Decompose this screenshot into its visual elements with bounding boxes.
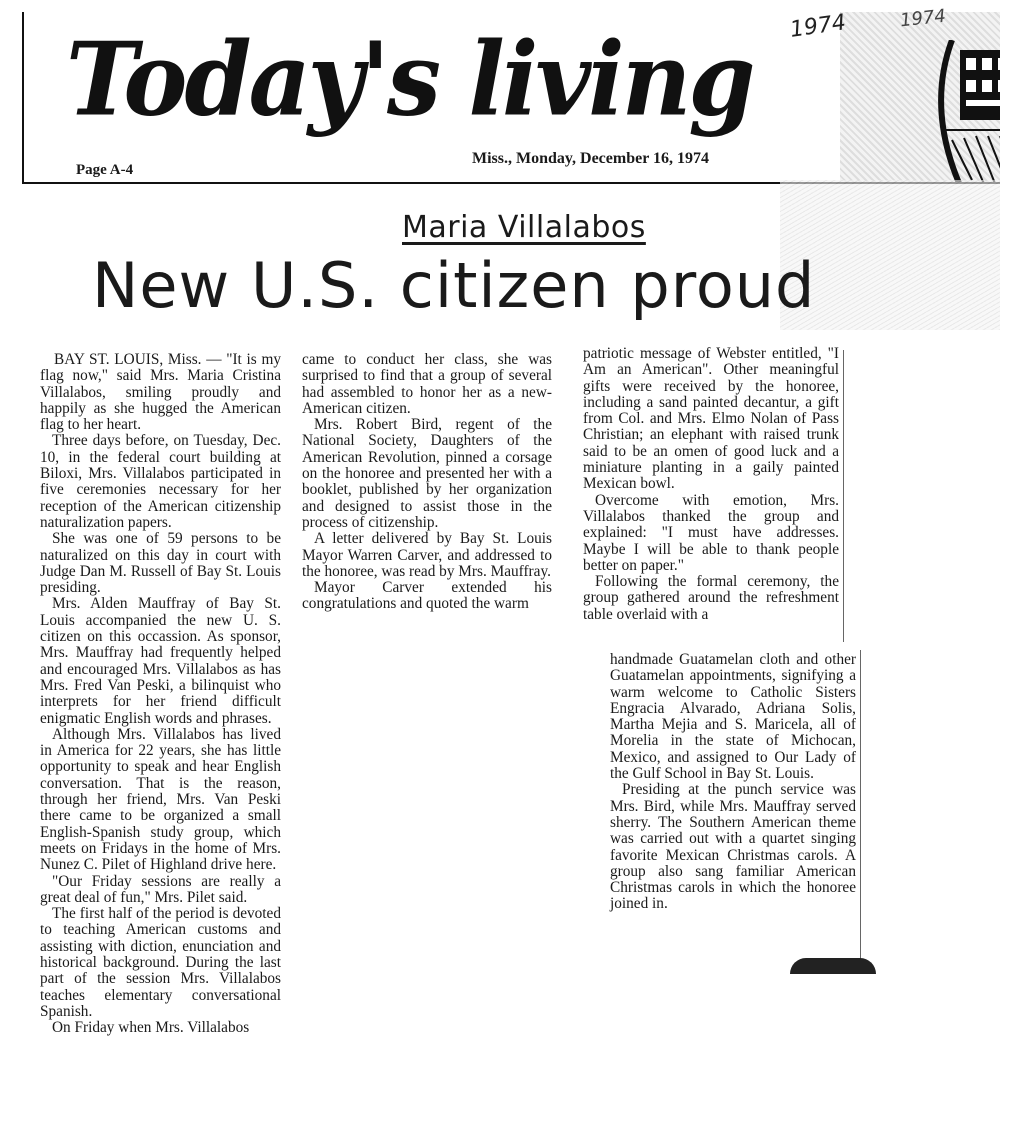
handwritten-annotation-faded: 1974	[899, 5, 947, 32]
paragraph: Mayor Carver extended his congratulations and quoted the warm	[302, 579, 552, 613]
page-number: Page A-4	[76, 162, 134, 178]
paragraph: BAY ST. LOUIS, Miss. — "It is my flag now," said Mrs. Maria Cristina Villalabos, smiling proudly and happily as she hugged the American flag to her heart.	[40, 351, 281, 434]
column-rule	[843, 350, 844, 642]
article-column-3	[583, 346, 839, 623]
paragraph: came to conduct her class, she was surprised to find that a group of several had assembled to honor her as a new-American citizen.	[302, 351, 552, 417]
paragraph: The first half of the period is devoted to teaching American customs and assisting with diction, enunciation and historical background. During the last part of the session Mrs. Villalabos teaches elementary conversational Spanish.	[40, 905, 281, 1020]
section-logo-icon	[932, 40, 1000, 184]
dateline: Miss., Monday, December 16, 1974	[472, 150, 710, 167]
masthead	[22, 12, 1000, 184]
paragraph: Following the formal ceremony, the group gathered around the refreshment table overlaid with a	[583, 573, 839, 623]
article-column-2	[302, 352, 552, 613]
paragraph: Mrs. Robert Bird, regent of the National Society, Daughters of the American Revolution, pinned a corsage on the honoree and presented her with a booklet, published by her organization and designed to assist those in the process of citizenship.	[302, 416, 552, 531]
newspaper-section-title: Today's living	[66, 20, 753, 139]
paragraph: Presiding at the punch service was Mrs. Bird, while Mrs. Mauffray served sherry. The Southern American theme was carried out with a quartet singing favorite Mexican Christmas carols. A group also sang familiar American Christmas carols in which the honoree joined in.	[610, 781, 856, 913]
article-headline: New U.S. citizen proud	[92, 249, 816, 322]
paragraph: Three days before, on Tuesday, Dec. 10, in the federal court building at Biloxi, Mrs. Villalabos participated in five ceremonies necessary for her reception of the American citizenship naturalization papers.	[40, 432, 281, 531]
paragraph: "Our Friday sessions are really a great deal of fun," Mrs. Pilet said.	[40, 872, 281, 906]
article-kicker: Maria Villalabos	[402, 210, 646, 245]
paragraph: Mrs. Alden Mauffray of Bay St. Louis accompanied the new U. S. citizen on this occassion. As sponsor, Mrs. Mauffray had frequently helped and encouraged Mrs. Villalabos as has Mrs. Fred Van Peski, a bilinquist who interprets for her friend difficult enigmatic English words and phrases.	[40, 595, 281, 727]
article-column-1	[40, 352, 281, 1036]
column-rule	[860, 650, 861, 970]
paragraph: Although Mrs. Villalabos has lived in America for 22 years, she has little opportunity to speak and hear English conversation. That is the reason, through her friend, Mrs. Van Peski there came to be organized a small English-Spanish study group, which meets on Fridays in the home of Mrs. Nunez C. Pilet of Highland drive here.	[40, 725, 281, 874]
paragraph: On Friday when Mrs. Villalabos	[52, 1019, 250, 1037]
paragraph: handmade Guatamelan cloth and other Guatamelan appointments, signifying a warm welcome to Catholic Sisters Engracia Alvarado, Adriana Solis, Martha Mejia and S. Maricela, all of Morelia in the state of Michocan, Mexico, and assigned to Our Lady of the Gulf School in Bay St. Louis.	[610, 651, 856, 783]
clipping-edge-mark	[790, 958, 876, 974]
handwritten-annotation: 1974	[788, 10, 848, 43]
paragraph: Overcome with emotion, Mrs. Villalabos thanked the group and explained: "I must have addresses. Maybe I will be able to thank people better on paper."	[583, 491, 839, 574]
paragraph: patriotic message of Webster entitled, "I Am an American". Other meaningful gifts were received by the honoree, including a sand painted decantur, a gift from Col. and Mrs. Elmo Nolan of Pass Christian; an elephant with raised trunk said to be an omen of good luck and a miniature planting in a gaily painted Mexican bowl.	[583, 345, 839, 493]
paragraph: She was one of 59 persons to be naturalized on this day in court with Judge Dan M. Russell of Bay St. Louis presiding.	[40, 530, 281, 597]
paragraph: A letter delivered by Bay St. Louis Mayor Warren Carver, and addressed to the honoree, was read by Mrs. Mauffray.	[302, 530, 552, 580]
article-column-4	[610, 652, 856, 913]
